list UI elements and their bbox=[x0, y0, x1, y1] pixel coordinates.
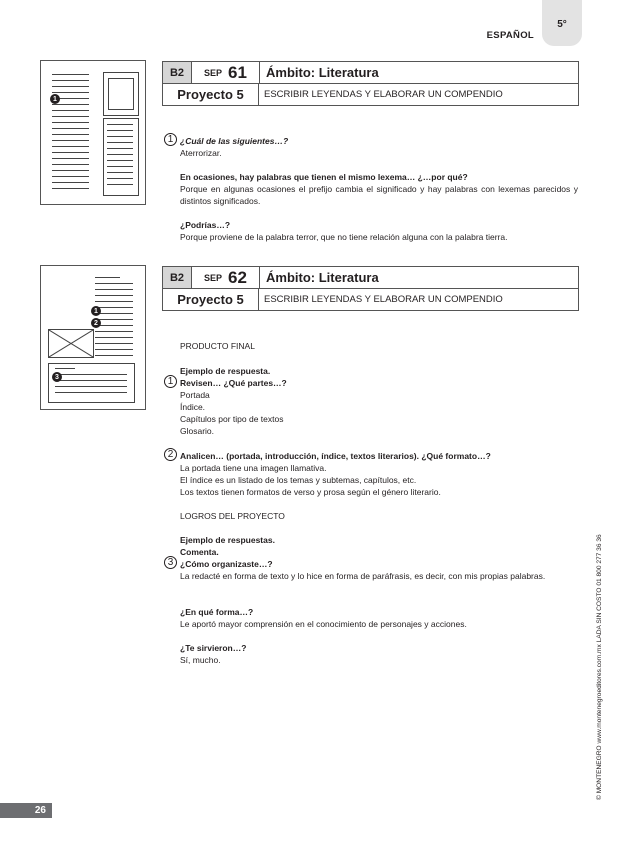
proyecto-label: Proyecto 5 bbox=[163, 84, 259, 105]
bloque-label: B2 bbox=[163, 62, 192, 83]
sep-label: SEP bbox=[204, 272, 223, 283]
question-marker: 1 bbox=[164, 375, 177, 388]
question-text: ¿Cómo organizaste…? bbox=[180, 559, 273, 569]
question-marker: 3 bbox=[164, 556, 177, 569]
thumb-badge-2: 2 bbox=[91, 318, 101, 328]
page-thumbnail-62 bbox=[40, 265, 146, 410]
answer-line: Portada bbox=[180, 390, 210, 400]
answer-line: La portada tiene una imagen llamativa. bbox=[180, 463, 327, 473]
subject-label: ESPAÑOL bbox=[486, 30, 534, 41]
answer-text: Le aportó mayor comprensión en el conocimiento de personajes y acciones. bbox=[180, 619, 467, 629]
ambito-label: Ámbito: Literatura bbox=[266, 270, 379, 285]
example-label: Ejemplo de respuestas. bbox=[180, 535, 275, 545]
proyecto-title: ESCRIBIR LEYENDAS Y ELABORAR UN COMPENDIO bbox=[264, 294, 503, 305]
page-thumbnail-61 bbox=[40, 60, 146, 205]
sep-label: SEP bbox=[204, 67, 223, 78]
proyecto-title: ESCRIBIR LEYENDAS Y ELABORAR UN COMPENDIO bbox=[264, 89, 503, 100]
section-heading: LOGROS DEL PROYECTO bbox=[180, 511, 285, 521]
answer-line: Índice. bbox=[180, 402, 206, 412]
question-text: En ocasiones, hay palabras que tienen el mismo lexema… ¿…por qué? bbox=[180, 172, 468, 182]
section-header-61 bbox=[162, 61, 579, 109]
section-header-62 bbox=[162, 266, 579, 314]
ambito-label: Ámbito: Literatura bbox=[266, 65, 379, 80]
question-text: Analicen… (portada, introducción, índice, textos literarios). ¿Qué formato…? bbox=[180, 451, 491, 461]
answer-text: La redacté en forma de texto y lo hice en forma de paráfrasis, es decir, con mis propias palabras. bbox=[180, 571, 546, 581]
answer-line: Glosario. bbox=[180, 426, 215, 436]
question-text: ¿Cuál de las siguientes…? bbox=[180, 136, 289, 146]
answer-line: El índice es un listado de los temas y subtemas, capítulos, etc. bbox=[180, 475, 417, 485]
thumb-badge-1: 1 bbox=[91, 306, 101, 316]
section-heading: PRODUCTO FINAL bbox=[180, 341, 255, 351]
answer-text: Porque en algunas ocasiones el prefijo cambia el significado y hay palabras con lexemas parecidos y distintos significados. bbox=[180, 184, 578, 206]
question-marker: 1 bbox=[164, 133, 177, 146]
answer-text: Sí, mucho. bbox=[180, 655, 221, 665]
proyecto-label: Proyecto 5 bbox=[163, 289, 259, 310]
question-text: ¿En qué forma…? bbox=[180, 607, 254, 617]
answer-text: Porque proviene de la palabra terror, que no tiene relación alguna con la palabra tierra. bbox=[180, 232, 508, 242]
question-marker: 2 bbox=[164, 448, 177, 461]
sep-page-number: 61 bbox=[228, 62, 247, 82]
bloque-label: B2 bbox=[163, 267, 192, 288]
question-text: ¿Te sirvieron…? bbox=[180, 643, 247, 653]
publisher-credit: © MONTENEGRO www.montenegroeditores.com.mx LADA SIN COSTO 01 800 277 36 36 bbox=[596, 534, 603, 800]
grade-label: 5° bbox=[557, 19, 567, 30]
question-text: ¿Podrías…? bbox=[180, 220, 231, 230]
sep-page-number: 62 bbox=[228, 267, 247, 287]
question-text: Revisen… ¿Qué partes…? bbox=[180, 378, 287, 388]
answer-text: Aterrorizar. bbox=[180, 148, 222, 158]
grade-tab bbox=[542, 0, 582, 46]
instruction-label: Comenta. bbox=[180, 547, 219, 557]
answer-line: Los textos tienen formatos de verso y prosa según el género literario. bbox=[180, 487, 441, 497]
image-placeholder-icon bbox=[48, 329, 94, 358]
example-label: Ejemplo de respuesta. bbox=[180, 366, 271, 376]
page-number: 26 bbox=[0, 803, 52, 818]
thumb-badge-1: 1 bbox=[50, 94, 60, 104]
answer-line: Capítulos por tipo de textos bbox=[180, 414, 284, 424]
thumb-badge-3: 3 bbox=[52, 372, 62, 382]
